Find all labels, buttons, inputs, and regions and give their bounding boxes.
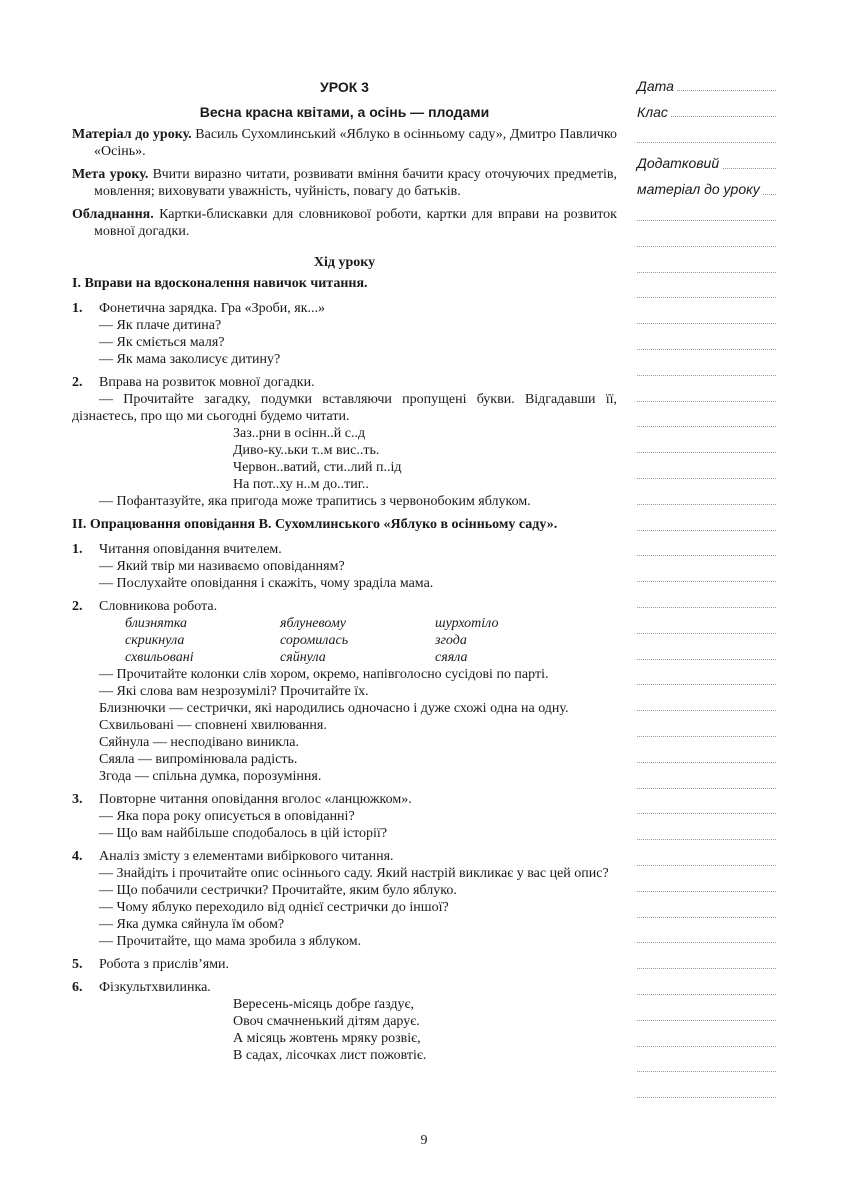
s2-item-2 [72, 598, 617, 615]
item-text: Вправа на розвиток мовної догадки. [99, 375, 315, 390]
section-2-heading: II. Опрацювання оповідання В. Сухомлинського «Яблуко в осінньому саду». [72, 517, 558, 532]
vocab-word: шурхотіло [435, 616, 499, 631]
extra-material-label-2: матеріал до уроку [637, 181, 763, 197]
note-line [637, 736, 776, 737]
question-line: — Як сміється маля? [99, 335, 225, 350]
note-line [637, 1071, 776, 1072]
verse-line: Вересень-місяць добре ґаздує, [233, 997, 415, 1012]
question-line: — Який твір ми називаємо оповіданням? [99, 559, 345, 574]
equipment-text: Картки-блискавки для словникової роботи, картки для вправи на розвиток мовної догадки. [94, 207, 617, 239]
item-number: 2. [72, 375, 83, 390]
note-line [637, 401, 776, 402]
note-line [637, 865, 776, 866]
note-line [637, 942, 776, 943]
note-line [637, 555, 776, 556]
note-line [637, 762, 776, 763]
verse-line: Овоч смачненький дітям дарує. [233, 1014, 420, 1029]
question-line: — Що вам найбільше сподобалось в цій історії? [99, 826, 388, 841]
definition-line: Сяйнула — несподівано виникла. [99, 735, 299, 750]
class-label: Клас [637, 104, 671, 120]
date-label: Дата [637, 78, 677, 94]
course-heading: Хід уроку [313, 255, 376, 270]
item-number: 5. [72, 957, 83, 972]
note-line [637, 349, 776, 350]
extra-material-label: Додатковий [637, 155, 722, 171]
vocab-word: сяйнула [280, 650, 326, 665]
question-line: — Чому яблуко переходило від однієї сестрички до іншої? [99, 900, 449, 915]
item-number: 1. [72, 301, 83, 316]
vocab-word: сяяла [435, 650, 468, 665]
s2-item-1 [72, 541, 617, 558]
note-line [637, 788, 776, 789]
note-line [637, 684, 776, 685]
vocab-row [72, 649, 617, 666]
riddle-line: Диво-ку..ьки т..м вис..ть. [233, 443, 380, 458]
item-text: Повторне читання оповідання вголос «ланцюжком». [99, 792, 412, 807]
note-line [637, 504, 776, 505]
note-line [637, 426, 776, 427]
note-line [637, 659, 776, 660]
note-line [637, 1046, 776, 1047]
vocab-word: яблуневому [280, 616, 347, 631]
question-line: — Прочитайте, що мама зробила з яблуком. [99, 934, 362, 949]
note-line [637, 142, 776, 143]
instruction-paragraph: — Знайдіть і прочитайте опис осіннього саду. Який настрій викликає у вас цей опис? [99, 866, 609, 881]
question-line: — Як плаче дитина? [99, 318, 222, 333]
item-text: Аналіз змісту з елементами вибіркового читання. [99, 849, 394, 864]
goal-label: Мета уроку. [72, 167, 149, 182]
note-line [637, 994, 776, 995]
question-line: — Пофантазуйте, яка пригода може трапитись з червонобоким яблуком. [99, 494, 531, 509]
note-line [637, 839, 776, 840]
note-line [637, 220, 776, 221]
definition-paragraph: Близнючки — сестрички, які народились одночасно і дуже схожі одна на одну. [99, 701, 569, 716]
note-line [637, 1097, 776, 1098]
vocab-row [72, 615, 617, 632]
equipment-label: Обладнання. [72, 207, 154, 222]
instruction-paragraph: — Прочитайте загадку, подумки вставляючи пропущені букви. Відгадавши її, дізнаєтесь, про що ми сьогодні будемо читати. [72, 392, 617, 424]
s1-item-2 [72, 374, 617, 391]
note-line [637, 633, 776, 634]
note-line [637, 452, 776, 453]
vocab-word: соромилась [280, 633, 349, 648]
goal-text: Вчити виразно читати, розвивати вміння бачити красу оточуючих предметів, мовлення; виховувати уважність, чуйність, повагу до батьків. [94, 167, 617, 199]
note-line [637, 1020, 776, 1021]
note-line [637, 891, 776, 892]
note-line [637, 813, 776, 814]
equipment-paragraph [72, 206, 617, 240]
material-text: Василь Сухомлинський «Яблуко в осінньому саду», Дмитро Павличко «Осінь». [94, 127, 617, 159]
item-number: 2. [72, 599, 83, 614]
item-number: 4. [72, 849, 83, 864]
definition-line: Схвильовані — сповнені хвилювання. [99, 718, 327, 733]
material-label: Матеріал до уроку. [72, 127, 192, 142]
item-text: Читання оповідання вчителем. [99, 542, 282, 557]
note-line [637, 530, 776, 531]
question-line: — Які слова вам незрозумілі? Прочитайте їх. [99, 684, 369, 699]
item-number: 1. [72, 542, 83, 557]
goal-paragraph [72, 166, 617, 200]
vocab-row [72, 632, 617, 649]
riddle-line: Червон..ватий, сти..лий п..ід [233, 460, 402, 475]
question-line: — Прочитайте колонки слів хором, окремо, напівголосно сусідові по парті. [99, 667, 549, 682]
note-line [637, 297, 776, 298]
note-line [637, 968, 776, 969]
note-line [637, 478, 776, 479]
note-line [637, 607, 776, 608]
s2-item-4 [72, 848, 617, 865]
item-number: 3. [72, 792, 83, 807]
vocab-word: згода [435, 633, 467, 648]
s2-item-5 [72, 956, 617, 973]
item-text: Робота з прислів’ями. [99, 957, 230, 972]
verse-line: А місяць жовтень мряку розвіє, [233, 1031, 421, 1046]
question-line: — Яка думка сяйнула їм обом? [99, 917, 285, 932]
note-line [637, 375, 776, 376]
question-line: — Як мама заколисує дитину? [99, 352, 281, 367]
question-line: — Яка пора року описується в оповіданні? [99, 809, 355, 824]
lesson-content [72, 76, 617, 1064]
s1-item-1 [72, 300, 617, 317]
item-number: 6. [72, 980, 83, 995]
section-1-heading: I. Вправи на вдосконалення навичок читання. [72, 276, 368, 291]
item-text: Фізкультхвилинка. [99, 980, 211, 995]
question-line: — Що побачили сестрички? Прочитайте, яким було яблуко. [99, 883, 457, 898]
lesson-title: УРОК 3 [320, 79, 369, 95]
note-line [637, 581, 776, 582]
riddle-line: На пот..ху н..м до..тиг.. [233, 477, 369, 492]
verse-line: В садах, лісочках лист пожовтіє. [233, 1048, 427, 1063]
vocab-word: схвильовані [125, 650, 194, 665]
note-line [637, 917, 776, 918]
page-number: 9 [420, 1133, 428, 1148]
lesson-topic: Весна красна квітами, а осінь — плодами [199, 104, 490, 120]
definition-line: Сяяла — випромінювала радість. [99, 752, 298, 767]
note-line [637, 246, 776, 247]
s2-item-6 [72, 979, 617, 996]
note-line [637, 272, 776, 273]
note-line [637, 323, 776, 324]
question-line: — Послухайте оповідання і скажіть, чому зраділа мама. [99, 576, 434, 591]
vocab-word: скрикнула [125, 633, 185, 648]
material-paragraph [72, 126, 617, 160]
item-text: Фонетична зарядка. Гра «Зроби, як...» [99, 301, 326, 316]
note-line [637, 710, 776, 711]
definition-line: Згода — спільна думка, порозуміння. [99, 769, 322, 784]
vocab-word: близнятка [125, 616, 188, 631]
item-text: Словникова робота. [99, 599, 218, 614]
riddle-line: Заз..рни в осінн..й с..д [233, 426, 366, 441]
s2-item-3 [72, 791, 617, 808]
